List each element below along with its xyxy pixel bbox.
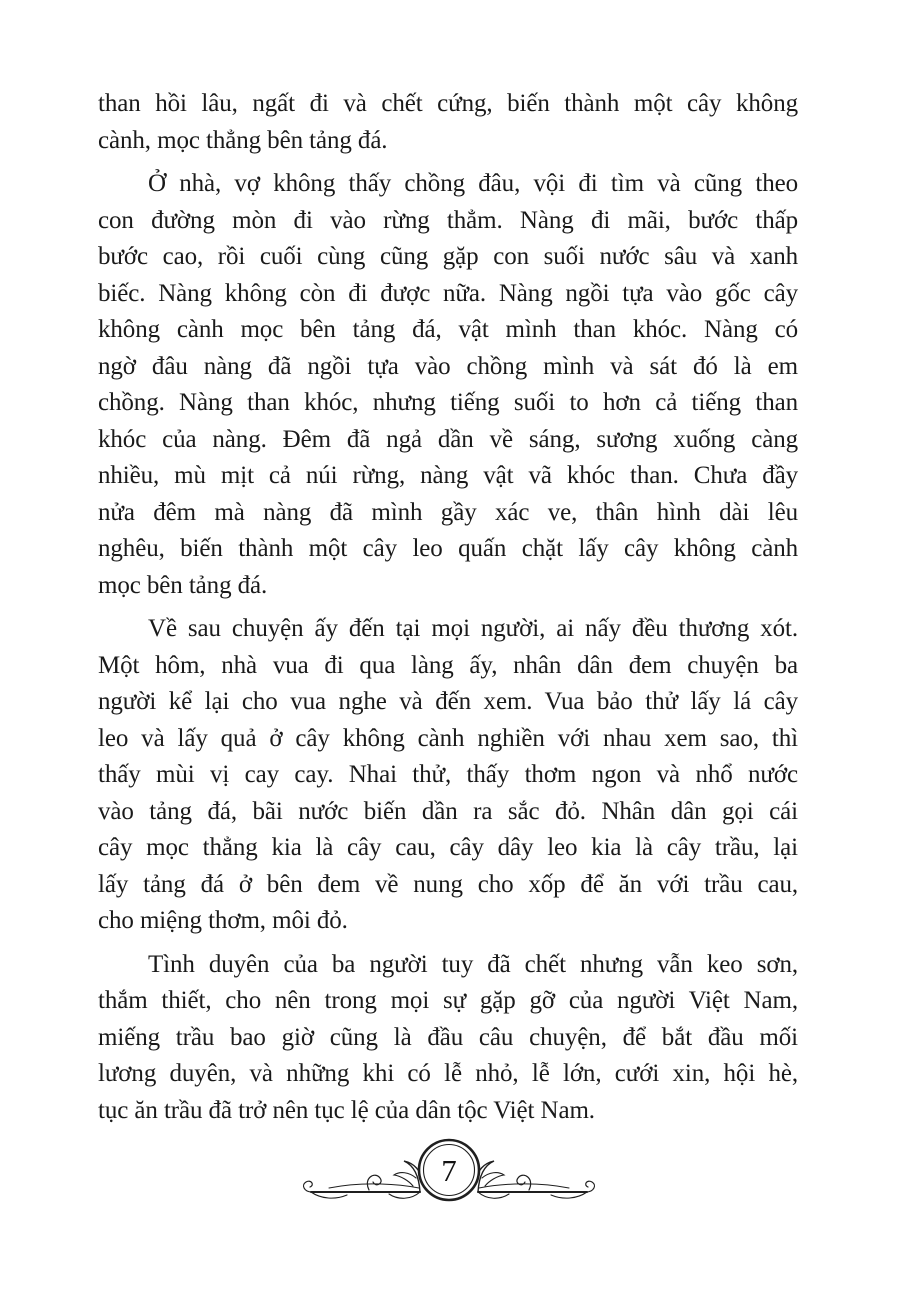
text-line: leo và lấy quả ở cây không cành nghiền với nhau xem sao, thì (98, 724, 798, 752)
paragraph (98, 947, 798, 1130)
text-line: cành, mọc thẳng bên tảng đá. (98, 126, 388, 154)
text-line: Về sau chuyện ấy đến tại mọi người, ai nấy đều thương xót. (148, 615, 798, 642)
paragraph (98, 166, 798, 604)
text-line: biếc. Nàng không còn đi được nữa. Nàng ngồi tựa vào gốc cây (98, 279, 798, 307)
text-line: miếng trầu bao giờ cũng là đầu câu chuyện, để bắt đầu mối (98, 1023, 798, 1051)
text-line: con đường mòn đi vào rừng thẳm. Nàng đi mãi, bước thấp (98, 206, 798, 234)
page-number-badge (419, 1140, 479, 1200)
text-line: chồng. Nàng than khóc, nhưng tiếng suối to hơn cả tiếng than (98, 389, 798, 416)
paragraph (98, 611, 798, 940)
text-line: bước cao, rồi cuối cùng cũng gặp con suối nước sâu và xanh (98, 243, 798, 270)
text-line: lương duyên, và những khi có lễ nhỏ, lễ lớn, cưới xin, hội hè, (98, 1060, 798, 1087)
text-line: than hồi lâu, ngất đi và chết cứng, biến thành một cây không (98, 90, 798, 117)
text-line: Ở nhà, vợ không thấy chồng đâu, vội đi tìm và cũng theo (148, 170, 798, 197)
text-line: cây mọc thẳng kia là cây cau, cây dây leo kia là cây trầu, lại (98, 834, 798, 861)
story-text (98, 86, 798, 1136)
text-line: lấy tảng đá ở bên đem về nung cho xốp để ăn với trầu cau, (98, 870, 798, 898)
text-line: mọc bên tảng đá. (98, 571, 268, 599)
text-line: khóc của nàng. Đêm đã ngả dần về sáng, sương xuống càng (98, 425, 798, 453)
text-line: thấy mùi vị cay cay. Nhai thử, thấy thơm ngon và nhổ nước (98, 761, 798, 788)
page-footer (299, 1128, 599, 1223)
flourish-ornament-icon (299, 1128, 599, 1223)
text-line: Tình duyên của ba người tuy đã chết nhưng vẫn keo sơn, (148, 950, 798, 978)
text-line: vào tảng đá, bãi nước biến dần ra sắc đỏ. Nhân dân gọi cái (98, 797, 798, 825)
text-line: nghêu, biến thành một cây leo quấn chặt lấy cây không cành (98, 535, 798, 562)
text-line: ngờ đâu nàng đã ngồi tựa vào chồng mình và sát đó là em (98, 352, 798, 380)
text-line: tục ăn trầu đã trở nên tục lệ của dân tộc Việt Nam. (98, 1096, 595, 1124)
text-line: nhiều, mù mịt cả núi rừng, nàng vật vã khóc than. Chưa đầy (98, 462, 798, 489)
text-line: không cành mọc bên tảng đá, vật mình than khóc. Nàng có (98, 316, 798, 343)
text-line: thắm thiết, cho nên trong mọi sự gặp gỡ của người Việt Nam, (98, 987, 798, 1014)
text-line: nửa đêm mà nàng đã mình gầy xác ve, thân hình dài lêu (98, 498, 798, 526)
text-line: Một hôm, nhà vua đi qua làng ấy, nhân dân đem chuyện ba (98, 651, 798, 679)
text-line: cho miệng thơm, môi đỏ. (98, 907, 348, 934)
text-line: người kể lại cho vua nghe và đến xem. Vua bảo thử lấy lá cây (98, 688, 798, 715)
paragraph (98, 86, 798, 159)
page-number: 7 (440, 1153, 457, 1188)
